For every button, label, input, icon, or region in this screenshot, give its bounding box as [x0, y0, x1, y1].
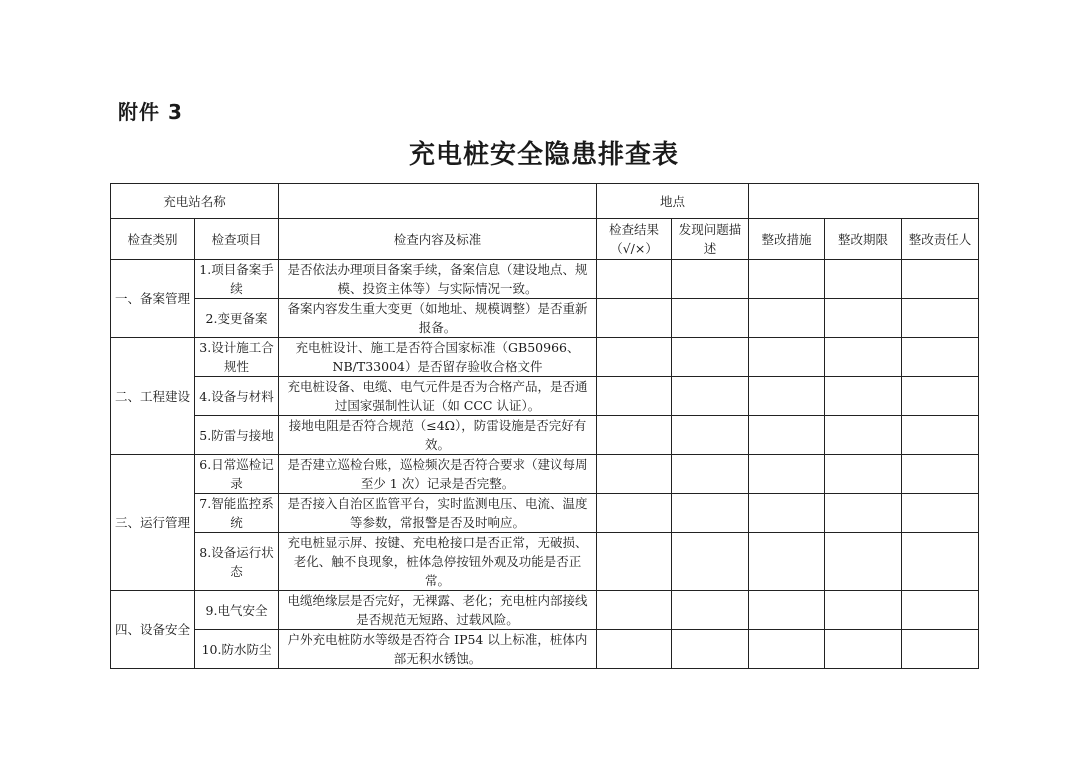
result-cell[interactable]: [597, 494, 672, 533]
responsible-cell[interactable]: [902, 416, 979, 455]
item-cell: 6.日常巡检记录: [195, 455, 279, 494]
result-cell[interactable]: [597, 455, 672, 494]
station-name-value[interactable]: [279, 184, 597, 219]
content-cell: 是否接入自治区监管平台，实时监测电压、电流、温度等参数，常报警是否及时响应。: [279, 494, 597, 533]
content-cell: 是否建立巡检台账，巡检频次是否符合要求（建议每周至少 1 次）记录是否完整。: [279, 455, 597, 494]
location-label: 地点: [597, 184, 749, 219]
measures-cell[interactable]: [749, 416, 825, 455]
content-cell: 备案内容发生重大变更（如地址、规模调整）是否重新报备。: [279, 299, 597, 338]
responsible-cell[interactable]: [902, 494, 979, 533]
deadline-cell[interactable]: [825, 416, 902, 455]
table-row: [111, 338, 979, 377]
measures-cell[interactable]: [749, 299, 825, 338]
result-cell[interactable]: [597, 533, 672, 591]
header-category: 检查类别: [111, 219, 195, 260]
problem-cell[interactable]: [672, 591, 749, 630]
responsible-cell[interactable]: [902, 533, 979, 591]
deadline-cell[interactable]: [825, 630, 902, 669]
measures-cell[interactable]: [749, 591, 825, 630]
table-row: [111, 494, 979, 533]
category-cell: 一、备案管理: [111, 260, 195, 338]
measures-cell[interactable]: [749, 533, 825, 591]
table-row: [111, 377, 979, 416]
table-row: [111, 299, 979, 338]
content-cell: 充电桩显示屏、按键、充电枪接口是否正常，无破损、老化、触不良现象，桩体急停按钮外观及功能是否正常。: [279, 533, 597, 591]
table-row: [111, 416, 979, 455]
deadline-cell[interactable]: [825, 455, 902, 494]
header-problem: 发现问题描述: [672, 219, 749, 260]
responsible-cell[interactable]: [902, 377, 979, 416]
header-deadline: 整改期限: [825, 219, 902, 260]
content-cell: 户外充电桩防水等级是否符合 IP54 以上标准，桩体内部无积水锈蚀。: [279, 630, 597, 669]
responsible-cell[interactable]: [902, 338, 979, 377]
content-cell: 充电桩设备、电缆、电气元件是否为合格产品，是否通过国家强制性认证（如 CCC 认证）。: [279, 377, 597, 416]
responsible-cell[interactable]: [902, 260, 979, 299]
measures-cell[interactable]: [749, 377, 825, 416]
station-name-label: 充电站名称: [111, 184, 279, 219]
header-responsible: 整改责任人: [902, 219, 979, 260]
item-cell: 10.防水防尘: [195, 630, 279, 669]
problem-cell[interactable]: [672, 494, 749, 533]
item-cell: 4.设备与材料: [195, 377, 279, 416]
result-cell[interactable]: [597, 630, 672, 669]
header-result: 检查结果（√/×）: [597, 219, 672, 260]
item-cell: 8.设备运行状态: [195, 533, 279, 591]
item-cell: 9.电气安全: [195, 591, 279, 630]
deadline-cell[interactable]: [825, 260, 902, 299]
problem-cell[interactable]: [672, 455, 749, 494]
result-cell[interactable]: [597, 299, 672, 338]
table-row: [111, 630, 979, 669]
deadline-cell[interactable]: [825, 533, 902, 591]
header-row: [111, 219, 979, 260]
problem-cell[interactable]: [672, 377, 749, 416]
measures-cell[interactable]: [749, 494, 825, 533]
content-cell: 电缆绝缘层是否完好，无裸露、老化；充电桩内部接线是否规范无短路、过载风险。: [279, 591, 597, 630]
responsible-cell[interactable]: [902, 455, 979, 494]
location-value[interactable]: [749, 184, 979, 219]
result-cell[interactable]: [597, 416, 672, 455]
deadline-cell[interactable]: [825, 494, 902, 533]
table-row: [111, 260, 979, 299]
category-cell: 三、运行管理: [111, 455, 195, 591]
content-cell: 接地电阻是否符合规范（≤4Ω），防雷设施是否完好有效。: [279, 416, 597, 455]
item-cell: 2.变更备案: [195, 299, 279, 338]
item-cell: 7.智能监控系统: [195, 494, 279, 533]
problem-cell[interactable]: [672, 630, 749, 669]
table-row: [111, 455, 979, 494]
content-cell: 是否依法办理项目备案手续，备案信息（建设地点、规模、投资主体等）与实际情况一致。: [279, 260, 597, 299]
category-cell: 四、设备安全: [111, 591, 195, 669]
result-cell[interactable]: [597, 338, 672, 377]
problem-cell[interactable]: [672, 338, 749, 377]
header-content: 检查内容及标准: [279, 219, 597, 260]
result-cell[interactable]: [597, 377, 672, 416]
item-cell: 3.设计施工合规性: [195, 338, 279, 377]
result-cell[interactable]: [597, 260, 672, 299]
deadline-cell[interactable]: [825, 591, 902, 630]
deadline-cell[interactable]: [825, 377, 902, 416]
measures-cell[interactable]: [749, 338, 825, 377]
content-cell: 充电桩设计、施工是否符合国家标准（GB50966、NB/T33004）是否留存验收合格文件: [279, 338, 597, 377]
measures-cell[interactable]: [749, 455, 825, 494]
measures-cell[interactable]: [749, 260, 825, 299]
responsible-cell[interactable]: [902, 630, 979, 669]
table-row: [111, 533, 979, 591]
problem-cell[interactable]: [672, 416, 749, 455]
measures-cell[interactable]: [749, 630, 825, 669]
station-info-row: [111, 184, 979, 219]
responsible-cell[interactable]: [902, 299, 979, 338]
category-cell: 二、工程建设: [111, 338, 195, 455]
header-item: 检查项目: [195, 219, 279, 260]
item-cell: 1.项目备案手续: [195, 260, 279, 299]
inspection-table: [110, 183, 979, 669]
header-measures: 整改措施: [749, 219, 825, 260]
attachment-label: 附件 3: [118, 100, 183, 124]
problem-cell[interactable]: [672, 533, 749, 591]
deadline-cell[interactable]: [825, 299, 902, 338]
result-cell[interactable]: [597, 591, 672, 630]
item-cell: 5.防雷与接地: [195, 416, 279, 455]
document-title: 充电桩安全隐患排查表: [408, 140, 679, 170]
deadline-cell[interactable]: [825, 338, 902, 377]
problem-cell[interactable]: [672, 260, 749, 299]
problem-cell[interactable]: [672, 299, 749, 338]
table-row: [111, 591, 979, 630]
responsible-cell[interactable]: [902, 591, 979, 630]
